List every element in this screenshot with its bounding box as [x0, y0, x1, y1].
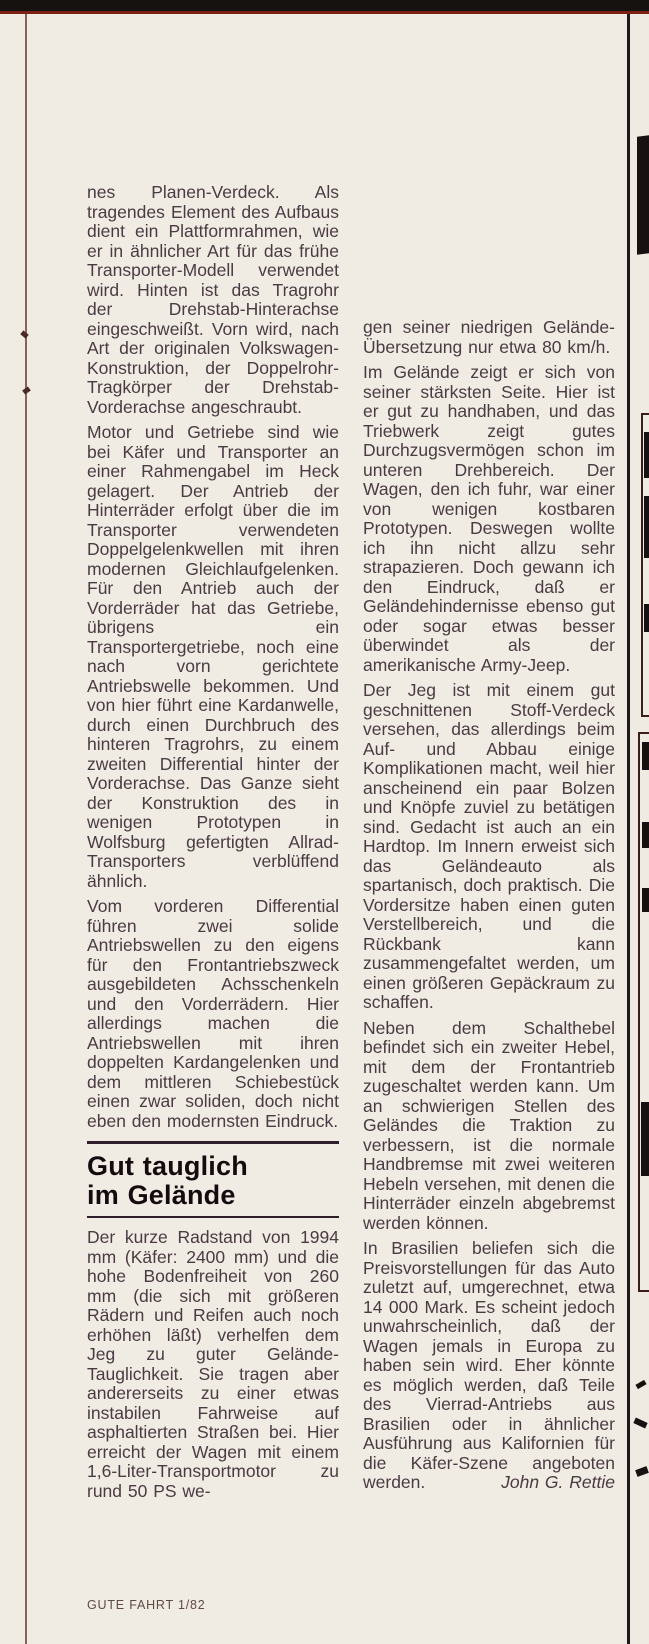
article-column-left — [87, 183, 339, 1578]
next-page-fragment — [644, 604, 649, 632]
next-page-fragment — [644, 496, 649, 558]
heading-rule-bottom — [87, 1216, 339, 1219]
article-paragraph: Motor und Getriebe sind wie bei Käfer und Transporter an einer Rahmengabel im Heck gelagert. Der Antrieb der Hinterräder erfolgt über die im Transporter verwendeten Doppelgelenkwellen mit ihren modernen Gleichlaufgelenken. Für den Antrieb auch der Vorderräder hat das Getriebe, übrigens ein Transportergetriebe, noch eine nach vorn gerichtete Antriebswelle bekommen. Und von hier führt eine Kardanwelle, durch einen Durchbruch des hinteren Tragrohrs, zu einem zweiten Differential hinter der Vorderachse. Das Ganze sieht der Konstruktion des in wenigen Prototypen in Wolfsburg gefertigten Allrad-Transporters verblüffend ähnlich. — [87, 422, 339, 891]
top-print-bar-accent — [0, 11, 649, 14]
page-binding-crease — [25, 14, 27, 1644]
next-page-fragment — [642, 742, 649, 770]
page-edge-line — [627, 14, 630, 1644]
article-paragraph: Der kurze Radstand von 1994 mm (Käfer: 2400 mm) und die hohe Bodenfreiheit von 260 mm (die sich mit größeren Rädern und Reifen auch noch erhöhen läßt) verhelfen dem Jeg zu guter Gelände-Tauglichkeit. Sie tragen aber andererseits zu einer etwas instabilen Fahrweise auf asphaltierten Straßen bei. Hier erreicht der Wagen mit einem 1,6-Liter-Transportmotor zu rund 50 PS we- — [87, 1227, 339, 1501]
next-page-fragment — [642, 822, 649, 848]
article-paragraph: Im Gelände zeigt er sich von seiner stärksten Seite. Hier ist er gut zu handhaben, und das Triebwerk zeigt gutes Durchzugsvermögen schon im unteren Drehbereich. Der Wagen, den ich fuhr, war einer von wenigen kostbaren Prototypen. Deswegen wollte ich ihn nicht allzu sehr strapazieren. Doch gewann ich den Eindruck, daß er Geländehindernisse ebenso gut oder sogar etwas besser überwindet als der amerikanische Army-Jeep. — [363, 362, 615, 675]
crease-ink-mark — [22, 386, 31, 394]
top-print-bar — [0, 0, 649, 11]
article-paragraph: gen seiner niedrigen Gelände-Übersetzung nur etwa 80 km/h. — [363, 318, 615, 357]
article-paragraph: Neben dem Schalthebel befindet sich ein zweiter Hebel, mit dem der Frontantrieb zugeschaltet werden kann. Um an schwierigen Stellen des Geländes die Traktion zu verbessern, ist die normale Handbremse mit zwei weiteren Hebeln versehen, mit denen die Hinterräder einzeln abgebremst werden können. — [363, 1017, 615, 1233]
article-paragraph: Der Jeg ist mit einem gut geschnittenen Stoff-Verdeck versehen, das allerdings beim Auf- und Abbau einige Komplikationen macht, weil hier anscheinend ein paar Bolzen und Knöpfe zuviel zu betätigen sind. Gedacht ist auch an ein Hardtop. Im Innern erweist sich das Geländeauto als spartanisch, doch praktisch. Die Vordersitze haben einen guten Verstellbereich, und die Rückbank kann zusammengefaltet werden, um einen größeren Gepäckraum zu schaffen. — [363, 680, 615, 1012]
article-paragraph-text: In Brasilien beliefen sich die Preisvorstellungen für das Auto zuletzt auf, umgerechnet, etwa 14 000 Mark. Es scheint jedoch unwahrscheinlich, daß der Wagen jemals in Europa zu haben sein wird. Eher könnte es möglich werden, daß Teile des Vierrad-Antriebs aus Brasilien oder in ähnlicher Ausführung aus Kalifornien für die Käfer-Szene angeboten werden. — [363, 1238, 615, 1492]
magazine-footer: GUTE FAHRT 1/82 — [87, 1598, 206, 1612]
article-paragraph — [363, 1239, 615, 1493]
next-page-box-fragment — [638, 732, 649, 1292]
author-byline: John G. Rettie — [501, 1472, 615, 1492]
article-column-right — [363, 318, 615, 1568]
section-heading — [87, 1152, 339, 1210]
heading-rule-top — [87, 1141, 339, 1144]
section-heading-block — [87, 1141, 339, 1218]
section-heading-line1: Gut tauglich — [87, 1150, 248, 1181]
crease-ink-mark — [20, 330, 29, 338]
next-page-fragment — [644, 432, 649, 478]
article-paragraph: nes Planen-Verdeck. Als tragendes Element des Aufbaus dient ein Plattformrahmen, wie er in ähnlicher Art für das frühe Transporter-Modell verwendet wird. Hinten ist das Tragrohr der Drehstab-Hinterachse eingeschweißt. Vorn wird, nach Art der originalen Volkswagen-Konstruktion, der Doppelrohr-Tragkörper der Drehstab-Vorderachse angeschraubt. — [87, 183, 339, 417]
article-paragraph: Vom vorderen Differential führen zwei solide Antriebswellen zu den eigens für den Frontantriebszweck ausgebildeten Achsschenkeln und den Vorderrädern. Hier allerdings machen die Antriebswellen mit ihren doppelten Kardangelenken und dem mittleren Schiebestück einen zwar soliden, doch nicht eben den modernsten Eindruck. — [87, 896, 339, 1131]
section-heading-line2: im Gelände — [87, 1179, 236, 1210]
next-page-fragment — [637, 135, 649, 254]
next-page-fragment — [641, 1102, 649, 1176]
next-page-fragment — [642, 888, 649, 912]
